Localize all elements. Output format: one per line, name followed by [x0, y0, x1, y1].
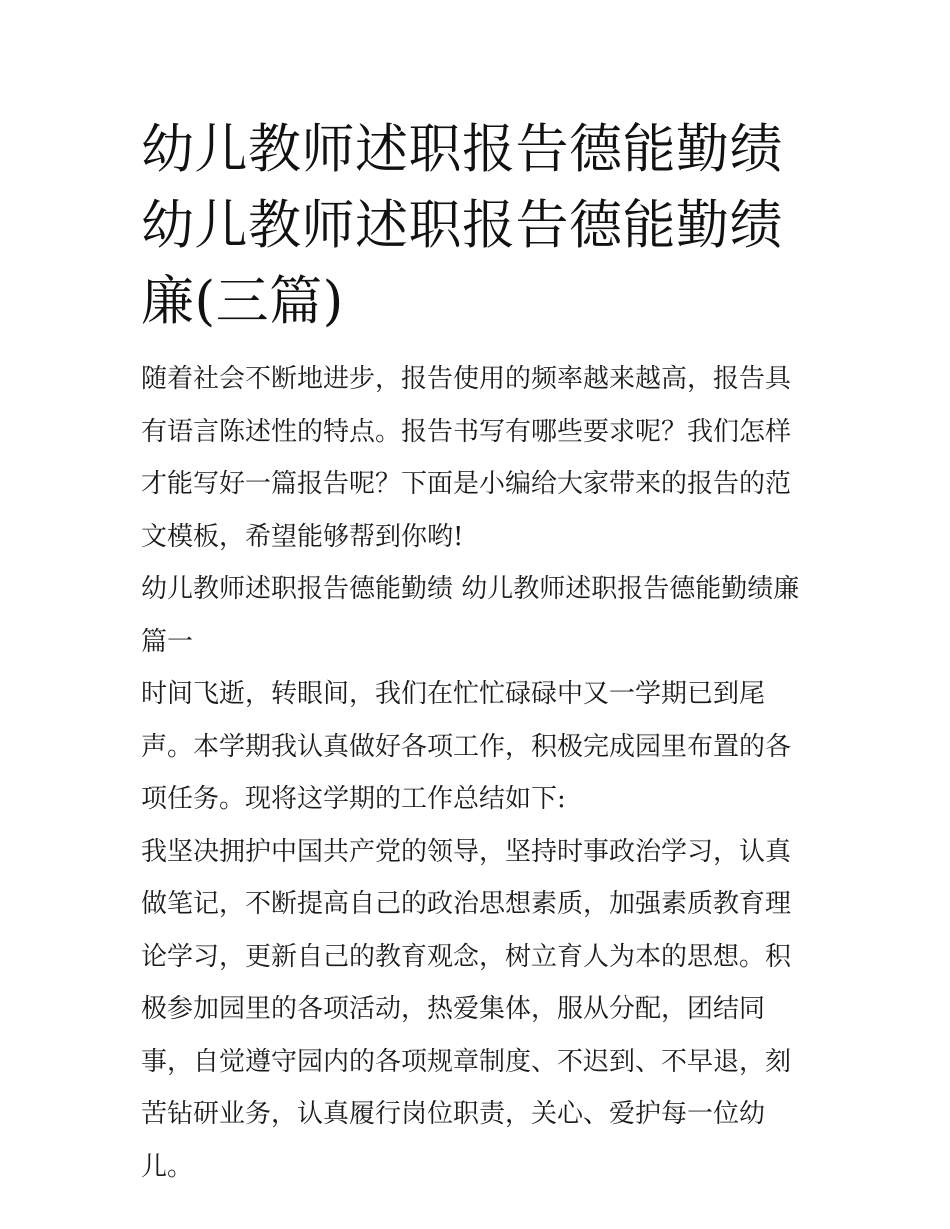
section-heading: 幼儿教师述职报告德能勤绩 幼儿教师述职报告德能勤绩廉篇一 [141, 574, 800, 657]
document-title: 幼儿教师述职报告德能勤绩 幼儿教师述职报告德能勤绩廉(三篇) [141, 119, 783, 332]
body-paragraph-1: 时间飞逝，转眼间，我们在忙忙碌碌中又一学期已到尾声。本学期我认真做好各项工作，积极完成园里布置的各项任务。现将这学期的工作总结如下: [141, 679, 792, 814]
intro-paragraph: 随着社会不断地进步，报告使用的频率越来越高，报告具有语言陈述性的特点。报告书写有哪些要求呢？我们怎样才能写好一篇报告呢？下面是小编给大家带来的报告的范文模板，希望能够帮到你哟! [141, 364, 792, 552]
document-body [141, 353, 813, 1193]
body-paragraph-2: 我坚决拥护中国共产党的领导，坚持时事政治学习，认真做笔记，不断提高自己的政治思想素质，加强素质教育理论学习，更新自己的教育观念，树立育人为本的思想。积极参加园里的各项活动，热爱集体，服从分配，团结同事，自觉遵守园内的各项规章制度、不迟到、不早退，刻苦钻研业务，认真履行岗位职责，关心、爱护每一位幼儿。 [141, 836, 792, 1182]
